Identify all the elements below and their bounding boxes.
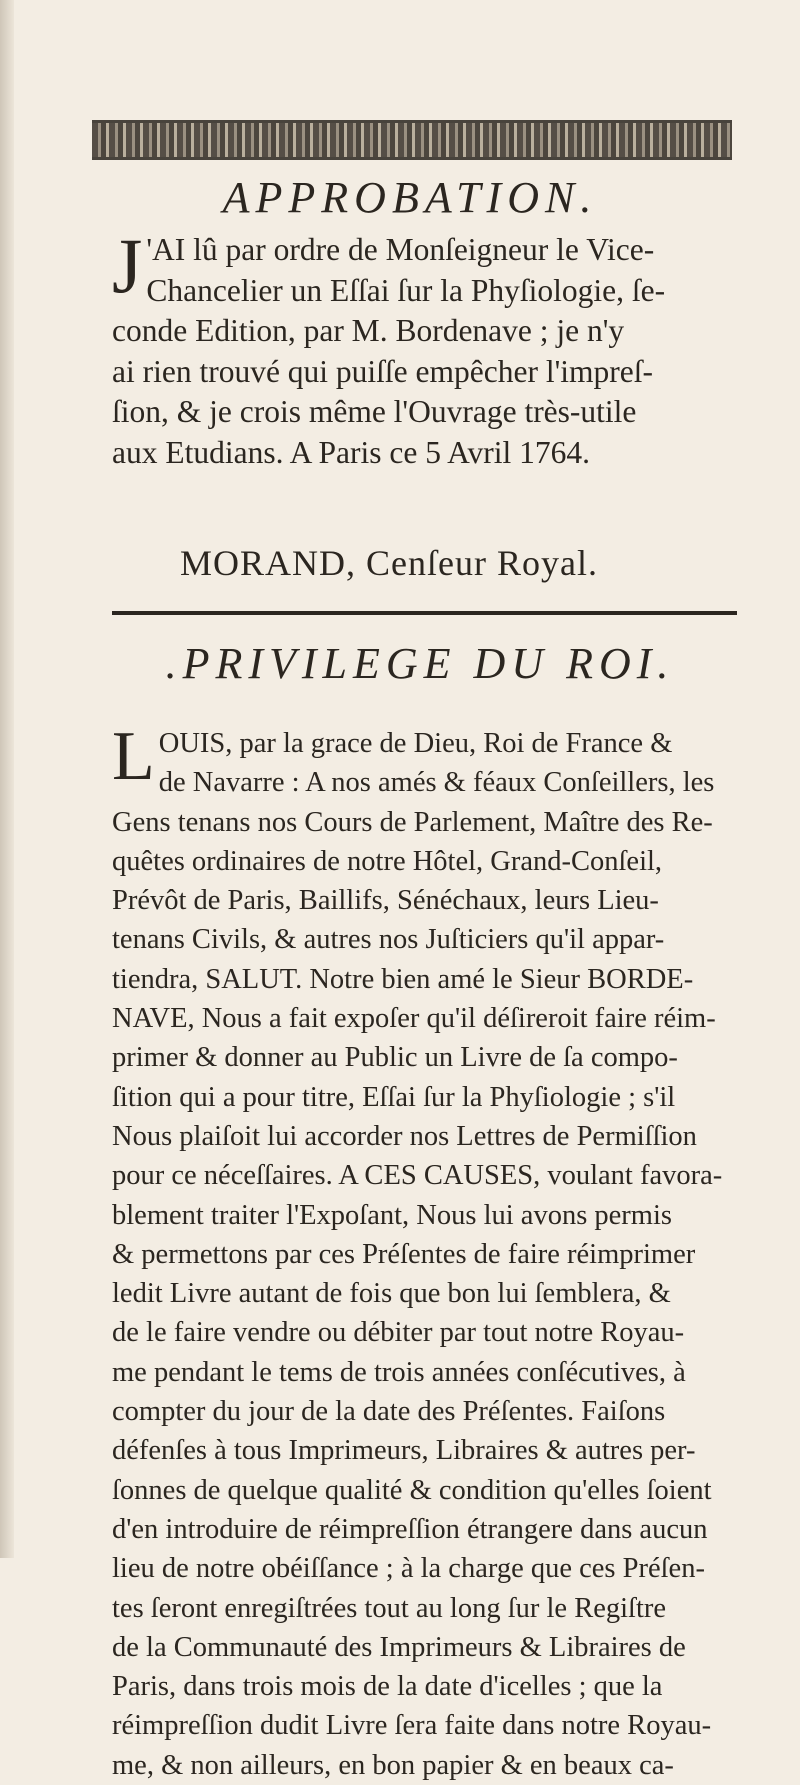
privilege-line: ſonnes de quelque qualité & condition qu'elles ſoient bbox=[112, 1474, 712, 1506]
privilege-line: OUIS, par la grace de Dieu, Roi de France & bbox=[158, 728, 673, 759]
approbation-line: Chancelier un Eſſai ſur la Phyſiologie, ſe- bbox=[146, 272, 666, 308]
privilege-line: me pendant le tems de trois années conſécutives, à bbox=[112, 1356, 686, 1388]
privilege-line: défenſes à tous Imprimeurs, Libraires & autres per- bbox=[112, 1435, 696, 1467]
privilege-line: ledit Livre autant de fois que bon lui ſemblera, & bbox=[112, 1278, 671, 1310]
privilege-line: tenans Civils, & autres nos Juſticiers qu'il appar- bbox=[112, 924, 665, 956]
approbation-line: conde Edition, par M. Bordenave ; je n'y bbox=[112, 313, 625, 348]
approbation-line: 'AI lû par ordre de Monſeigneur le Vice- bbox=[146, 232, 655, 267]
privilege-line: tes ſeront enregiſtrées tout au long ſur le Regiſtre bbox=[112, 1592, 666, 1624]
privilege-text bbox=[112, 718, 732, 1785]
privilege-line: Gens tenans nos Cours de Parlement, Maître des Re- bbox=[112, 806, 713, 838]
approbation-line: aux Etudians. A Paris ce 5 Avril 1764. bbox=[112, 434, 590, 470]
censor-signature: MORAND, Cenſeur Royal. bbox=[180, 543, 598, 583]
section-divider bbox=[112, 611, 737, 615]
approbation-line: ſion, & je crois même l'Ouvrage très-utile bbox=[112, 394, 637, 429]
privilege-dropcap: L bbox=[112, 718, 155, 795]
privilege-line: primer & donner au Public un Livre de ſa compo- bbox=[112, 1042, 678, 1074]
privilege-line: & permettons par ces Préſentes de faire réimprimer bbox=[112, 1238, 696, 1270]
privilege-line: d'en introduire de réimpreſſion étrangere dans aucun bbox=[112, 1513, 708, 1545]
privilege-line: de la Communauté des Imprimeurs & Libraires de bbox=[112, 1631, 686, 1663]
approbation-title: APPROBATION. bbox=[222, 173, 598, 222]
privilege-line: pour ce néceſſaires. A CES CAUSES, voulant favora- bbox=[112, 1160, 723, 1192]
privilege-line: lieu de notre obéiſſance ; à la charge que ces Préſen- bbox=[112, 1553, 705, 1585]
approbation-dropcap: J bbox=[112, 222, 143, 309]
privilege-line: Prévôt de Paris, Baillifs, Sénéchaux, leurs Lieu- bbox=[112, 885, 659, 917]
privilege-line: blement traiter l'Expoſant, Nous lui avons permis bbox=[112, 1199, 672, 1231]
privilege-line: Paris, dans trois mois de la date d'icelles ; que la bbox=[112, 1671, 663, 1703]
approbation-text bbox=[112, 222, 732, 473]
privilege-line: de Navarre : A nos amés & féaux Conſeillers, les bbox=[158, 767, 715, 799]
privilege-line: tiendra, SALUT. Notre bien amé le Sieur BORDE- bbox=[112, 963, 694, 995]
privilege-line: me, & non ailleurs, en bon papier & en beaux ca- bbox=[112, 1749, 674, 1781]
privilege-line: Nous plaiſoit lui accorder nos Lettres de Permiſſion bbox=[112, 1120, 697, 1152]
privilege-line: de le faire vendre ou débiter par tout notre Royau- bbox=[112, 1317, 685, 1349]
privilege-line: compter du jour de la date des Préſentes. Faiſons bbox=[112, 1396, 666, 1428]
approbation-line: ai rien trouvé qui puiſſe empêcher l'impreſ- bbox=[112, 353, 653, 389]
ornament-band bbox=[92, 120, 732, 160]
privilege-line: quêtes ordinaires de notre Hôtel, Grand-Conſeil, bbox=[112, 845, 663, 877]
privilege-line: NAVE, Nous a fait expoſer qu'il déſireroit faire réim- bbox=[112, 1003, 716, 1035]
privilege-line: ſition qui a pour titre, Eſſai ſur la Phyſiologie ; s'il bbox=[112, 1081, 676, 1113]
privilege-title: .PRIVILEGE DU ROI. bbox=[165, 639, 675, 688]
privilege-line: réimpreſſion dudit Livre ſera faite dans notre Royau- bbox=[112, 1710, 712, 1742]
page-edge bbox=[0, 0, 14, 1558]
